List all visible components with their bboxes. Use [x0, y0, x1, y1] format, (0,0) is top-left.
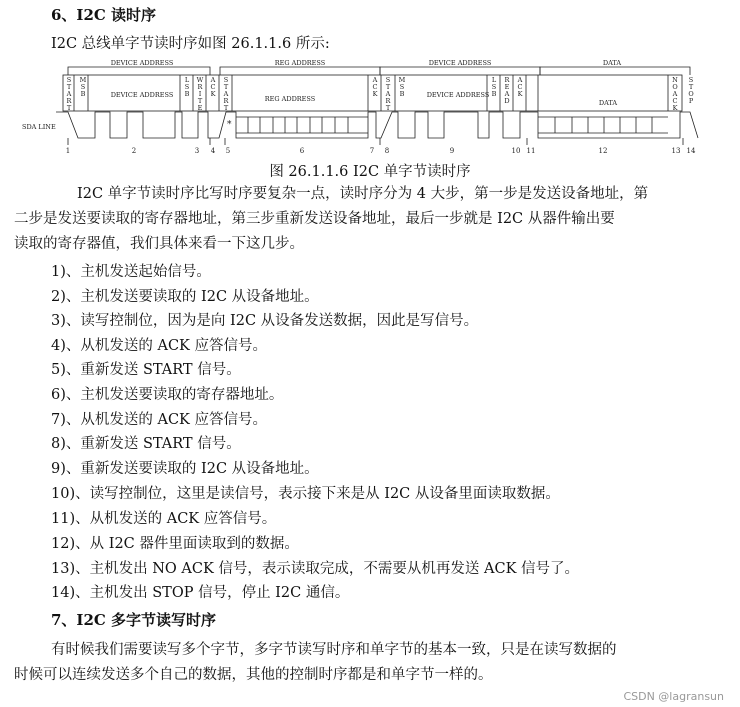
vlabel-msb-2: M S B: [398, 76, 406, 98]
step-item: 13)、主机发出 NO ACK 信号，表示读取完成，不需要从机再发送 ACK 信号了。: [51, 561, 580, 577]
field-data: DATA: [598, 99, 618, 107]
figure-caption: 图 26.1.1.6 I2C 单字节读时序: [269, 164, 471, 180]
step-item: 7)、从机发送的 ACK 应答信号。: [51, 412, 267, 428]
i2c-read-timing-diagram: [0, 55, 740, 160]
vlabel-write: W R I T E: [196, 76, 204, 112]
step-item: 4)、从机发送的 ACK 应答信号。: [51, 338, 267, 354]
vlabel-ack-2: A C K: [372, 76, 378, 98]
step-item: 10)、读写控制位，这里是读信号，表示接下来是从 I2C 从设备里面读取数据。: [51, 486, 560, 502]
step-number-7: 7: [369, 147, 375, 155]
vlabel-msb-1: M S B: [79, 76, 87, 98]
section-7-line-2: 时候可以连续发送多个自己的数据，其他的控制时序都是和单字节一样的。: [14, 667, 493, 683]
vlabel-lsb-2: L S B: [491, 76, 497, 98]
step-number-11: 11: [526, 147, 536, 155]
vlabel-start-1: S T A R T: [66, 76, 72, 112]
watermark: CSDN @lagransun: [623, 690, 724, 703]
step-number-3: 3: [194, 147, 200, 155]
vlabel-start-2: S T A R T: [223, 76, 229, 112]
step-item: 11)、从机发送的 ACK 应答信号。: [51, 511, 277, 527]
field-device-address-1: DEVICE ADDRESS: [110, 91, 174, 99]
step-item: 5)、重新发送 START 信号。: [51, 362, 241, 378]
start-star: *: [227, 120, 232, 130]
step-item: 3)、读写控制位，因为是向 I2C 从设备发送数据，因此是写信号。: [51, 313, 479, 329]
step-number-8: 8: [384, 147, 390, 155]
step-number-1: 1: [65, 147, 71, 155]
step-number-10: 10: [511, 147, 521, 155]
vlabel-ack-1: A C K: [210, 76, 216, 98]
group-label-device-address-2: DEVICE ADDRESS: [428, 59, 492, 67]
group-label-device-address-1: DEVICE ADDRESS: [110, 59, 174, 67]
step-number-12: 12: [598, 147, 608, 155]
vlabel-lsb-1: L S B: [184, 76, 190, 98]
step-item: 6)、主机发送要读取的寄存器地址。: [51, 387, 284, 403]
paragraph-line-3: 读取的寄存器值，我们具体来看一下这几步。: [14, 236, 304, 252]
step-item: 1)、主机发送起始信号。: [51, 264, 211, 280]
step-number-5: 5: [225, 147, 231, 155]
field-reg-address: REG ADDRESS: [264, 95, 316, 103]
field-device-address-2: DEVICE ADDRESS: [426, 91, 490, 99]
vlabel-read: R E A D: [504, 76, 510, 105]
paragraph-line-2: 二步是发送要读取的寄存器地址，第三步重新发送设备地址，最后一步就是 I2C 从器件输出要: [14, 211, 615, 227]
vlabel-start-3: S T A R T: [385, 76, 391, 112]
step-item: 8)、重新发送 START 信号。: [51, 436, 241, 452]
step-item: 12)、从 I2C 器件里面读取到的数据。: [51, 536, 299, 552]
sda-line-label: SDA LINE: [22, 123, 56, 131]
step-number-9: 9: [449, 147, 455, 155]
step-item: 14)、主机发出 STOP 信号，停止 I2C 通信。: [51, 585, 350, 601]
paragraph-line-1: I2C 单字节读时序比写时序要复杂一点，读时序分为 4 大步，第一步是发送设备地址，第: [77, 186, 649, 202]
section-6-title: 6、I2C 读时序: [51, 6, 157, 24]
group-label-data: DATA: [602, 59, 622, 67]
vlabel-noack: N O A C K: [672, 76, 678, 112]
intro-text: I2C 总线单字节读时序如图 26.1.1.6 所示:: [51, 36, 330, 52]
step-item: 2)、主机发送要读取的 I2C 从设备地址。: [51, 289, 319, 305]
step-item: 9)、重新发送要读取的 I2C 从设备地址。: [51, 461, 319, 477]
section-7-title: 7、I2C 多字节读写时序: [51, 611, 217, 629]
section-7-line-1: 有时候我们需要读写多个字节，多字节读写时序和单字节的基本一致，只是在读写数据的: [51, 642, 617, 658]
vlabel-ack-3: A C K: [517, 76, 523, 98]
group-label-reg-address: REG ADDRESS: [274, 59, 326, 67]
step-number-4: 4: [210, 147, 216, 155]
vlabel-stop: S T O P: [688, 76, 694, 105]
step-number-6: 6: [299, 147, 305, 155]
step-number-14: 14: [686, 147, 696, 155]
step-number-13: 13: [671, 147, 681, 155]
step-number-2: 2: [131, 147, 137, 155]
